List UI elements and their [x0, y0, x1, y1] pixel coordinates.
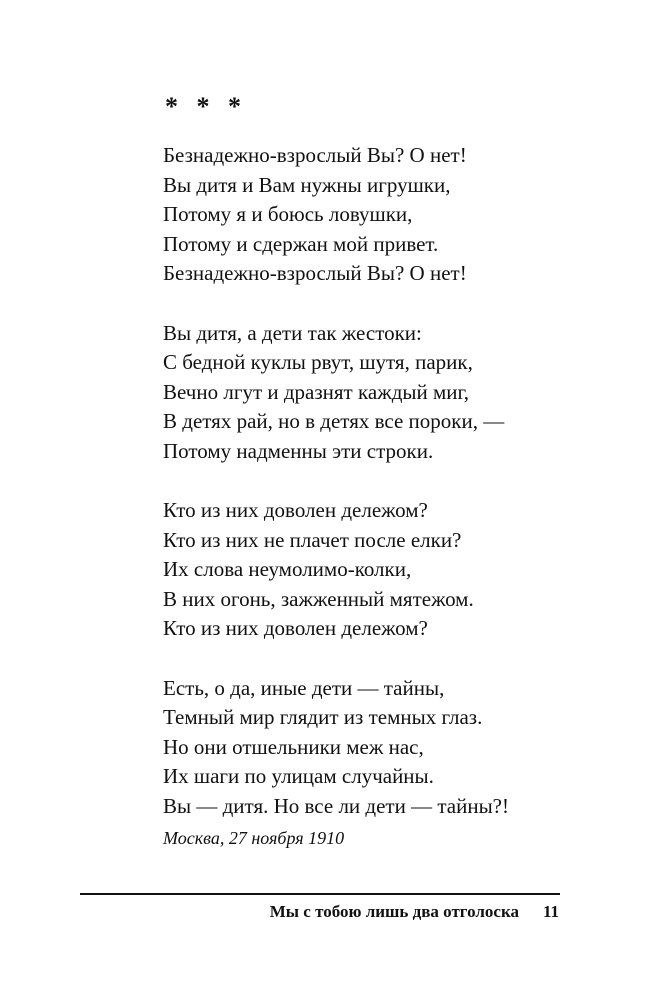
poem-line: Вы — дитя. Но все ли дети — тайны?!	[163, 793, 509, 818]
poem-line: В детях рай, но в детях все пороки, —	[163, 409, 505, 433]
poem-line: Но они отшельники меж нас,	[163, 734, 424, 759]
poem-line: Есть, о да, иные дети — тайны,	[163, 675, 445, 700]
poem-line: Безнадежно-взрослый Вы? О нет!	[163, 261, 467, 285]
stanza-4	[163, 674, 623, 822]
poem-line: Кто из них не плачет после елки?	[163, 527, 462, 552]
poem-line: Их шаги по улицам случайны.	[163, 764, 434, 788]
poem-body	[163, 141, 623, 851]
footer-divider	[80, 893, 560, 895]
poem-line: Их слова неумолимо-колки,	[163, 557, 412, 581]
poem-line: Потому и сдержан мой привет.	[163, 231, 439, 256]
poem-line: Безнадежно-взрослый Вы? О нет!	[163, 143, 467, 167]
poem-date-signature: Москва, 27 ноября 1910	[163, 828, 345, 848]
stanza-2	[163, 319, 623, 467]
poem-line: Кто из них доволен дележом?	[163, 616, 428, 640]
poem-line: Вечно лгут и дразнят каждый миг,	[163, 379, 470, 404]
running-title: Мы с тобою лишь два отголоска	[269, 902, 519, 921]
poem-line: С бедной куклы рвут, шутя, парик,	[163, 350, 473, 374]
poem-line: Темный мир глядит из темных глаз.	[163, 705, 483, 729]
poem-line: Потому надменны эти строки.	[163, 438, 434, 463]
section-separator: * * *	[165, 92, 247, 121]
poem-line: В них огонь, зажженный мятежом.	[163, 586, 474, 611]
poem-line: Потому я и боюсь ловушки,	[163, 202, 413, 226]
poem-line: Вы дитя и Вам нужны игрушки,	[163, 172, 451, 197]
stanza-1	[163, 141, 623, 289]
stanza-3	[163, 496, 623, 644]
poem-line: Кто из них доволен дележом?	[163, 498, 428, 522]
page-number: 11	[542, 902, 559, 921]
poem-line: Вы дитя, а дети так жестоки:	[163, 320, 422, 345]
